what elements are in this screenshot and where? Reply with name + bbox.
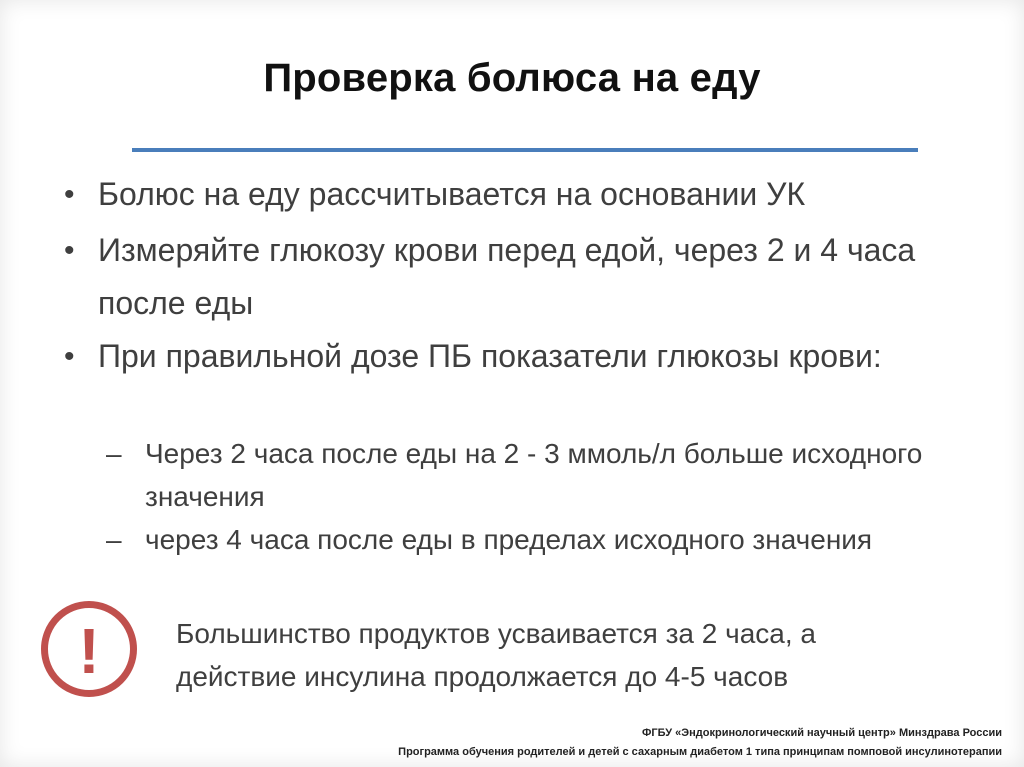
bullet-marker: • (64, 340, 75, 373)
warning-icon (41, 601, 137, 697)
sub-bullet-marker: – (106, 524, 122, 555)
bullet-text: При правильной дозе ПБ показатели глюкозы крови: (98, 338, 882, 374)
bullet-text: Болюс на еду рассчитывается на основании УК (98, 176, 806, 212)
sub-bullet-marker: – (106, 438, 122, 469)
sub-bullet-text: Через 2 часа после еды на 2 - 3 ммоль/л больше исходного значения (145, 438, 923, 512)
bullet-marker: • (64, 178, 75, 211)
title-underline (132, 148, 918, 152)
sub-bullet-text: через 4 часа после еды в пределах исходного значения (145, 524, 873, 555)
slide-title: Проверка болюса на еду (263, 56, 761, 100)
footer-organization: ФГБУ «Эндокринологический научный центр» Минздрава России (642, 727, 1002, 739)
exclamation-icon: ! (78, 615, 100, 687)
bullet-text: Измеряйте глюкозу крови перед едой, через 2 и 4 часа после еды (98, 232, 916, 321)
bullet-marker: • (64, 234, 75, 267)
footer-program: Программа обучения родителей и детей с сахарным диабетом 1 типа принципам помповой инсулинотерапии (398, 746, 1002, 758)
warning-note: Большинство продуктов усваивается за 2 часа, а действие инсулина продолжается до 4-5 часов (176, 618, 816, 692)
